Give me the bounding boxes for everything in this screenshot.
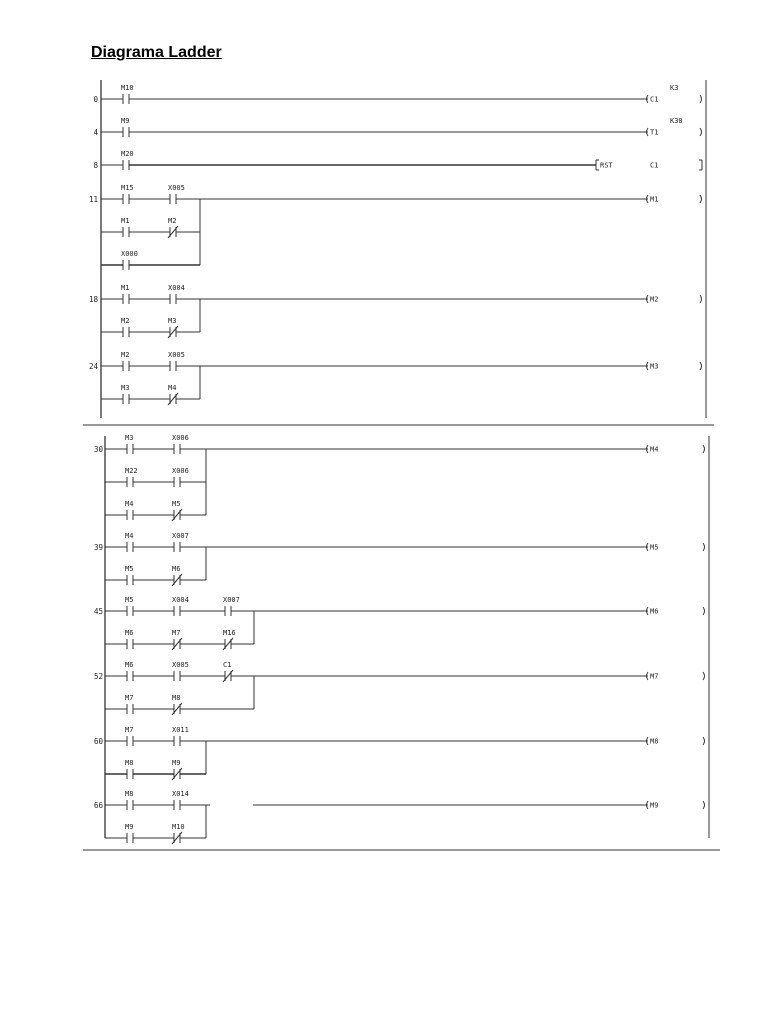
nc-contact-label: M2 <box>168 217 177 225</box>
coil-right-paren <box>703 801 705 809</box>
no-contact-label: M6 <box>125 661 134 669</box>
step-number: 39 <box>93 543 103 552</box>
coil-label: T1 <box>650 128 659 137</box>
no-contact-label: M8 <box>125 759 134 767</box>
no-contact-label: M10 <box>121 84 134 92</box>
no-contact-label: X005 <box>168 184 185 192</box>
step-number: 11 <box>88 195 98 204</box>
no-contact-label: M22 <box>125 467 138 475</box>
no-contact-label: M3 <box>121 384 130 392</box>
coil-right-paren <box>700 95 702 103</box>
coil-right-paren <box>703 607 705 615</box>
step-number: 24 <box>88 362 98 371</box>
step-number: 60 <box>93 737 103 746</box>
ladder-labels <box>89 84 683 831</box>
no-contact-label: X014 <box>172 790 189 798</box>
no-contact-label: M9 <box>125 823 134 831</box>
no-contact-label: M4 <box>125 500 134 508</box>
nc-contact-label: M3 <box>168 317 177 325</box>
no-contact-label: X005 <box>168 351 185 359</box>
coil-right-paren <box>700 362 702 370</box>
coil-right-paren <box>700 295 702 303</box>
nc-contact-label: M6 <box>172 565 181 573</box>
coil-right-paren <box>700 128 702 136</box>
no-contact-label: X011 <box>172 726 189 734</box>
no-contact-label: X007 <box>172 532 189 540</box>
no-contact-label: M15 <box>121 184 134 192</box>
no-contact-label: M2 <box>121 317 130 325</box>
no-contact-label: M4 <box>125 532 134 540</box>
coil-right-paren <box>703 737 705 745</box>
instruction-operand: C1 <box>650 161 659 170</box>
nc-contact-label: M10 <box>172 823 185 831</box>
step-number: 8 <box>93 161 98 170</box>
nc-contact-label: M4 <box>168 384 177 392</box>
coil-label: M9 <box>650 801 659 810</box>
coil-right-paren <box>703 445 705 453</box>
step-number: 0 <box>93 95 98 104</box>
no-contact-label: M7 <box>125 694 134 702</box>
coil-label: M5 <box>650 543 659 552</box>
no-contact-label: X007 <box>223 596 240 604</box>
coil-label: M8 <box>650 737 659 746</box>
no-contact-label: M1 <box>121 284 130 292</box>
ladder-wiring <box>83 80 720 850</box>
coil-label: M3 <box>650 362 659 371</box>
no-contact-label: M7 <box>125 726 134 734</box>
coil-right-paren <box>703 672 705 680</box>
nc-contact-label: M7 <box>172 629 181 637</box>
no-contact-label: M8 <box>125 790 134 798</box>
nc-contact-label: M16 <box>223 629 236 637</box>
coil-label: M6 <box>650 607 659 616</box>
nc-contact-label: M9 <box>172 759 181 767</box>
step-number: 30 <box>93 445 103 454</box>
coil-right-paren <box>703 543 705 551</box>
step-number: 45 <box>93 607 103 616</box>
no-contact-label: M2 <box>121 351 130 359</box>
no-contact-label: M5 <box>125 565 134 573</box>
instruction-label: RST <box>600 161 613 170</box>
coil-setpoint: K3 <box>670 84 679 92</box>
step-number: 66 <box>93 801 103 810</box>
coil-label: M4 <box>650 445 659 454</box>
no-contact-label: M6 <box>125 629 134 637</box>
no-contact-label: M9 <box>121 117 130 125</box>
no-contact-label: X000 <box>121 250 138 258</box>
coil-setpoint: K30 <box>670 117 683 125</box>
coil-label: M2 <box>650 295 659 304</box>
nc-contact-label: M5 <box>172 500 181 508</box>
no-contact-label: M5 <box>125 596 134 604</box>
no-contact-label: X006 <box>172 434 189 442</box>
page-title: Diagrama Ladder <box>91 44 222 61</box>
nc-contact-label: M8 <box>172 694 181 702</box>
no-contact-label: X005 <box>172 661 189 669</box>
no-contact-label: X004 <box>172 596 189 604</box>
no-contact-label: M20 <box>121 150 134 158</box>
no-contact-label: X004 <box>168 284 185 292</box>
step-number: 52 <box>93 672 103 681</box>
no-contact-label: M3 <box>125 434 134 442</box>
coil-label: M7 <box>650 672 659 681</box>
coil-label: C1 <box>650 95 659 104</box>
coil-label: M1 <box>650 195 659 204</box>
no-contact-label: M1 <box>121 217 130 225</box>
coil-right-paren <box>700 195 702 203</box>
step-number: 4 <box>93 128 98 137</box>
no-contact-label: X006 <box>172 467 189 475</box>
nc-contact-label: C1 <box>223 661 232 669</box>
step-number: 18 <box>88 295 98 304</box>
